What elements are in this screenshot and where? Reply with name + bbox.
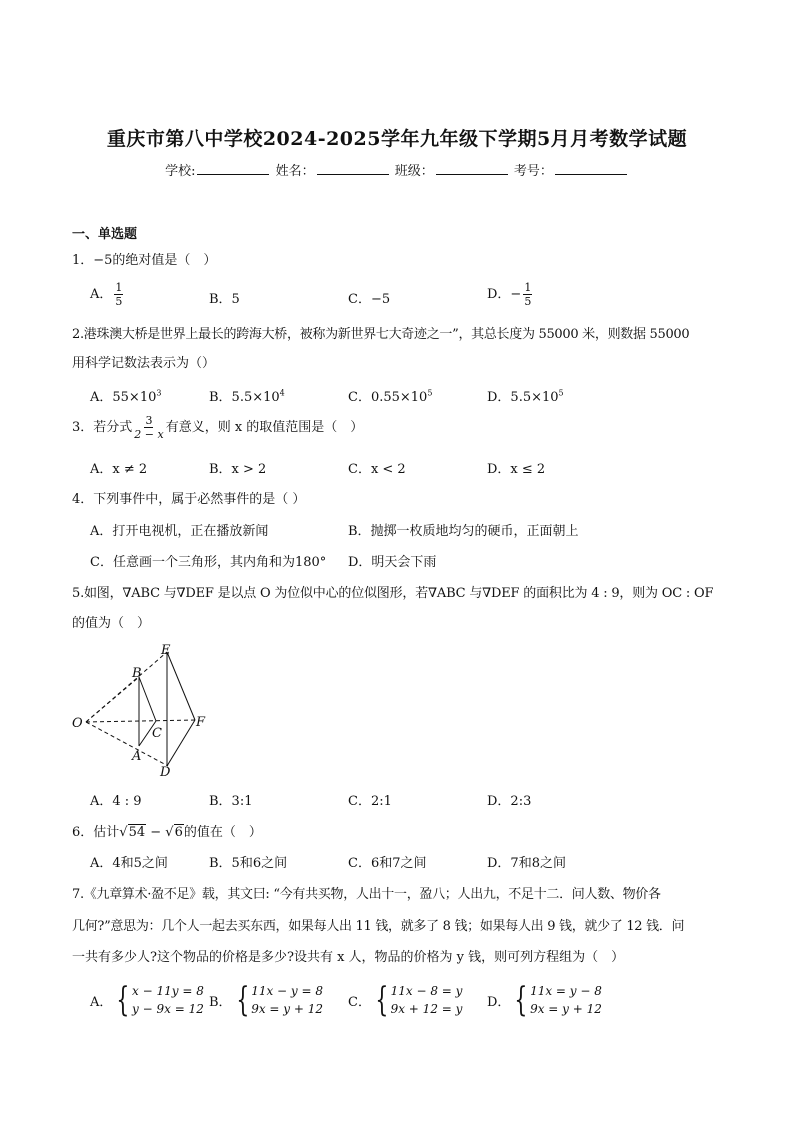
brace: { [514, 980, 528, 1020]
section-heading: 一、单选题 [72, 227, 138, 242]
q6-option-c: C．6和7之间 [348, 856, 427, 871]
name-blank [317, 162, 389, 175]
q4-option-c: C．任意画一个三角形，其内角和为180° [90, 555, 327, 570]
line-ob [86, 677, 139, 722]
exam-number-blank [555, 162, 627, 175]
side-bc [139, 677, 156, 721]
fraction: $\frac{3}{2 - x}$ [134, 414, 164, 441]
q6-option-b: B．5和6之间 [209, 856, 288, 871]
label-c: C [152, 726, 162, 741]
question-7-line1: 7.《九章算术·盈不足》载，其文曰: “今有共买物，人出十一，盈八；人出九，不足十二．问人数、物价各 [72, 887, 661, 902]
q1-option-d: D．− $\frac{1}{5}$ [487, 281, 532, 308]
q7-option-b: B． { 11x − y = 8 9x = y + 12 [209, 980, 324, 1020]
side-df [167, 720, 195, 766]
side-ef [167, 652, 195, 720]
brace: { [116, 980, 130, 1020]
line-of [86, 720, 195, 722]
question-3-stem: 3．若分式 $\frac{3}{2 - x}$ 有意义，则 x 的取值范围是（ ） [72, 414, 364, 441]
brace: { [235, 980, 249, 1020]
radicand-1: 54 [128, 825, 146, 840]
label-e: E [161, 643, 171, 658]
question-6-stem: 6．估计√54 − √6的值在（ ） [72, 825, 262, 840]
school-label: 学校: [165, 164, 196, 179]
q2-option-c: C．$0.55\times 10^5$ [348, 388, 433, 405]
label-f: F [196, 715, 206, 730]
q3-option-c: C．x < 2 [348, 462, 406, 477]
q2-option-b: B．$5.5\times 10^4$ [209, 388, 285, 405]
label-b: B [132, 666, 142, 681]
q2-option-a: A．$55\times 10^3$ [90, 388, 162, 405]
question-7-line2: 几何?”意思为：几个人一起去买东西，如果每人出 11 钱，就多了 8 钱；如果每人出 9 钱，就少了 12 钱．问 [72, 919, 685, 934]
question-2-stem-line1: 2.港珠澳大桥是世界上最长的跨海大桥，被称为新世界七大奇迹之一”，其总长度为 55000 米，则数据 55000 [72, 327, 690, 342]
q5-option-a: A．4 : 9 [90, 794, 142, 809]
q2-option-d: D．$5.5\times 10^5$ [487, 388, 564, 405]
q1-option-a: A． $\frac{1}{5}$ [90, 281, 123, 308]
exam-number-label: 考号： [513, 164, 553, 179]
q4-option-b: B．抛掷一枚质地均匀的硬币，正面朝上 [348, 524, 579, 539]
q3-option-d: D．x ≤ 2 [487, 462, 546, 477]
q6-option-d: D．7和8之间 [487, 856, 566, 871]
student-info-row [0, 160, 794, 179]
brace: { [375, 980, 389, 1020]
q3-option-b: B．x > 2 [209, 462, 267, 477]
name-label: 姓名： [275, 164, 315, 179]
q7-option-d: D． { 11x = y − 8 9x = y + 12 [487, 980, 602, 1020]
q4-option-a: A．打开电视机，正在播放新闻 [90, 524, 269, 539]
q4-option-d: D．明天会下雨 [348, 555, 437, 570]
school-blank [197, 162, 269, 175]
question-7-line3: 一共有多少人?这个物品的价格是多少?设共有 x 人，物品的价格为 y 钱，则可列方程组为（ ） [72, 950, 625, 965]
question-2-stem-line2: 用科学记数法表示为（） [72, 356, 216, 371]
q5-option-b: B．3:1 [209, 794, 253, 809]
label-d: D [160, 765, 171, 778]
page-title: 重庆市第八中学校2024-2025学年九年级下学期5月月考数学试题 [106, 128, 688, 150]
class-label: 班级： [394, 164, 434, 179]
q5-option-d: D．2:3 [487, 794, 532, 809]
q7-option-a: A． { x − 11y = 8 y − 9x = 12 [90, 980, 204, 1020]
q3-option-a: A．x ≠ 2 [90, 462, 148, 477]
q7-option-c: C． { 11x − 8 = y 9x + 12 = y [348, 980, 463, 1020]
q5-option-c: C．2:1 [348, 794, 392, 809]
label-a: A [132, 749, 142, 764]
fraction: $\frac{1}{5}$ [524, 281, 532, 308]
fraction: $\frac{1}{5}$ [115, 281, 123, 308]
q6-option-a: A．4和5之间 [90, 856, 168, 871]
class-blank [436, 162, 508, 175]
question-4-stem: 4．下列事件中，属于必然事件的是（ ） [72, 492, 306, 507]
homothety-figure [70, 640, 220, 778]
question-5-stem-line2: 的值为（ ） [72, 616, 151, 631]
q1-option-c: C．−5 [348, 292, 391, 307]
label-o: O [72, 716, 83, 731]
question-5-stem-line1: 5.如图，∇ABC 与∇DEF 是以点 O 为位似中心的位似图形，若∇ABC 与∇DEF 的面积比为 4 : 9，则为 OC : OF [72, 586, 714, 601]
question-1-stem: 1．−5的绝对值是（ ） [72, 253, 217, 268]
radicand-2: 6 [174, 825, 183, 840]
q1-option-b: B．5 [209, 292, 240, 307]
